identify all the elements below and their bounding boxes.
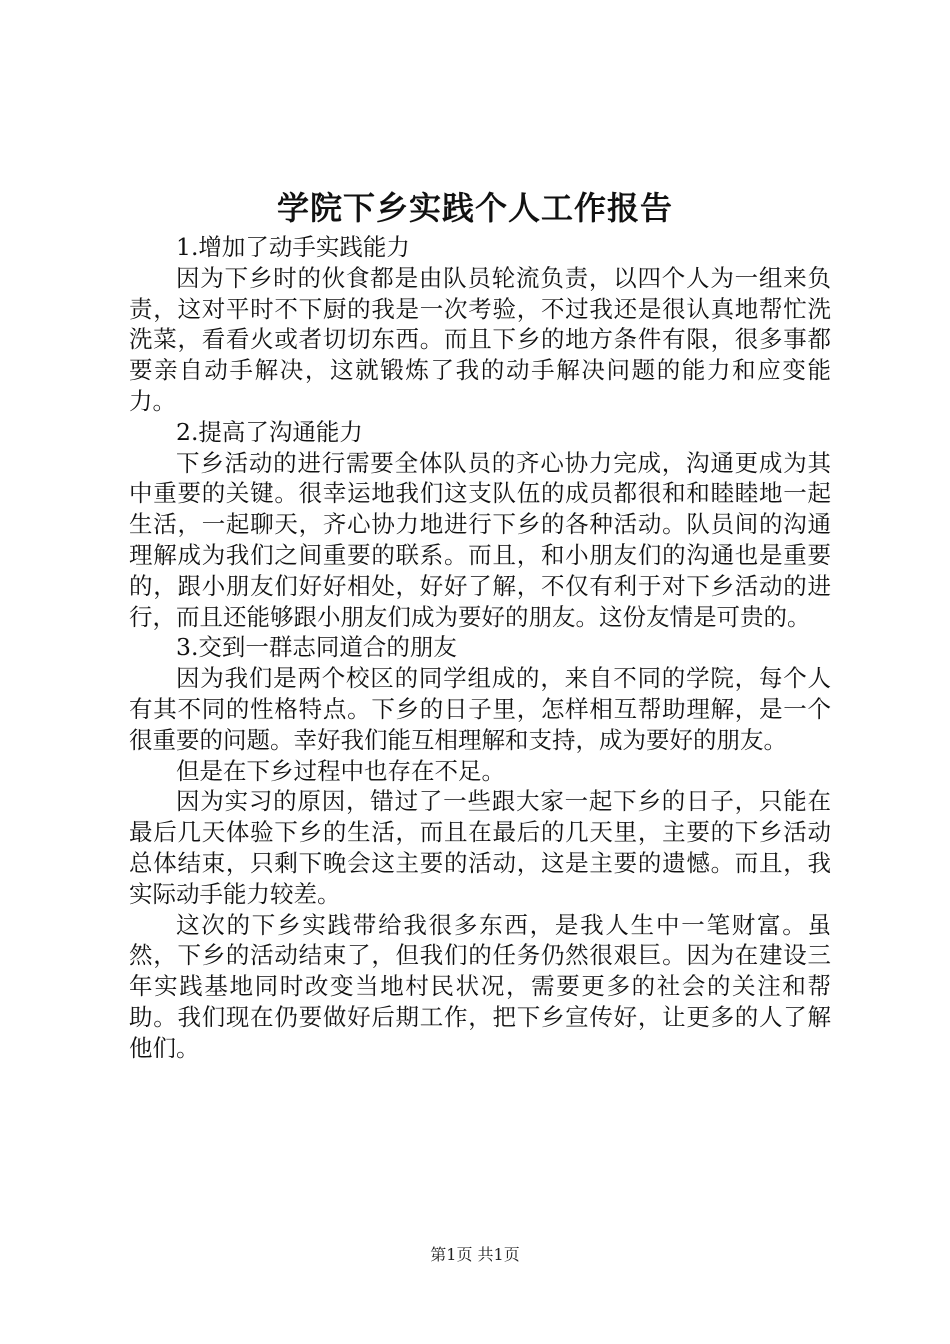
body-paragraph: 但是在下乡过程中也存在不足。 xyxy=(176,756,505,785)
document-title: 学院下乡实践个人工作报告 xyxy=(276,189,673,227)
body-paragraph: 因为实习的原因，错过了一些跟大家一起下乡的日子，只能在最后几天体验下乡的生活，而且在最后的几天里，主要的下乡活动总体结束，只剩下晚会这主要的活动，这是主要的遗憾。而且，我实际动手能力较差。 xyxy=(129,787,831,908)
body-paragraph: 因为我们是两个校区的同学组成的，来自不同的学院，每个人有其不同的性格特点。下乡的日子里，怎样相互帮助理解，是一个很重要的问题。幸好我们能互相理解和支持，成为要好的朋友。 xyxy=(129,664,831,754)
section-heading: 1.增加了动手实践能力 xyxy=(176,233,410,261)
page-footer: 第1页 共1页 xyxy=(430,1245,520,1264)
body-paragraph: 下乡活动的进行需要全体队员的齐心协力完成，沟通更成为其中重要的关键。很幸运地我们这支队伍的成员都很和和睦睦地一起生活，一起聊天，齐心协力地进行下乡的各种活动。队员间的沟通理解成为我们之间重要的联系。而且，和小朋友们的沟通也是重要的，跟小朋友们好好相处，好好了解，不仅有利于对下乡活动的进行，而且还能够跟小朋友们成为要好的朋友。这份友情是可贵的。 xyxy=(129,448,831,631)
body-paragraph: 这次的下乡实践带给我很多东西，是我人生中一笔财富。虽然，下乡的活动结束了，但我们的任务仍然很艰巨。因为在建设三年实践基地同时改变当地村民状况，需要更多的社会的关注和帮助。我们现在仍要做好后期工作，把下乡宣传好，让更多的人了解他们。 xyxy=(129,910,831,1062)
body-paragraph: 因为下乡时的伙食都是由队员轮流负责，以四个人为一组来负责，这对平时不下厨的我是一次考验，不过我还是很认真地帮忙洗洗菜，看看火或者切切东西。而且下乡的地方条件有限，很多事都要亲自动手解决，这就锻炼了我的动手解决问题的能力和应变能力。 xyxy=(129,263,831,415)
section-heading: 3.交到一群志同道合的朋友 xyxy=(176,633,457,662)
section-heading: 2.提高了沟通能力 xyxy=(176,417,363,446)
document-body xyxy=(129,232,831,1064)
